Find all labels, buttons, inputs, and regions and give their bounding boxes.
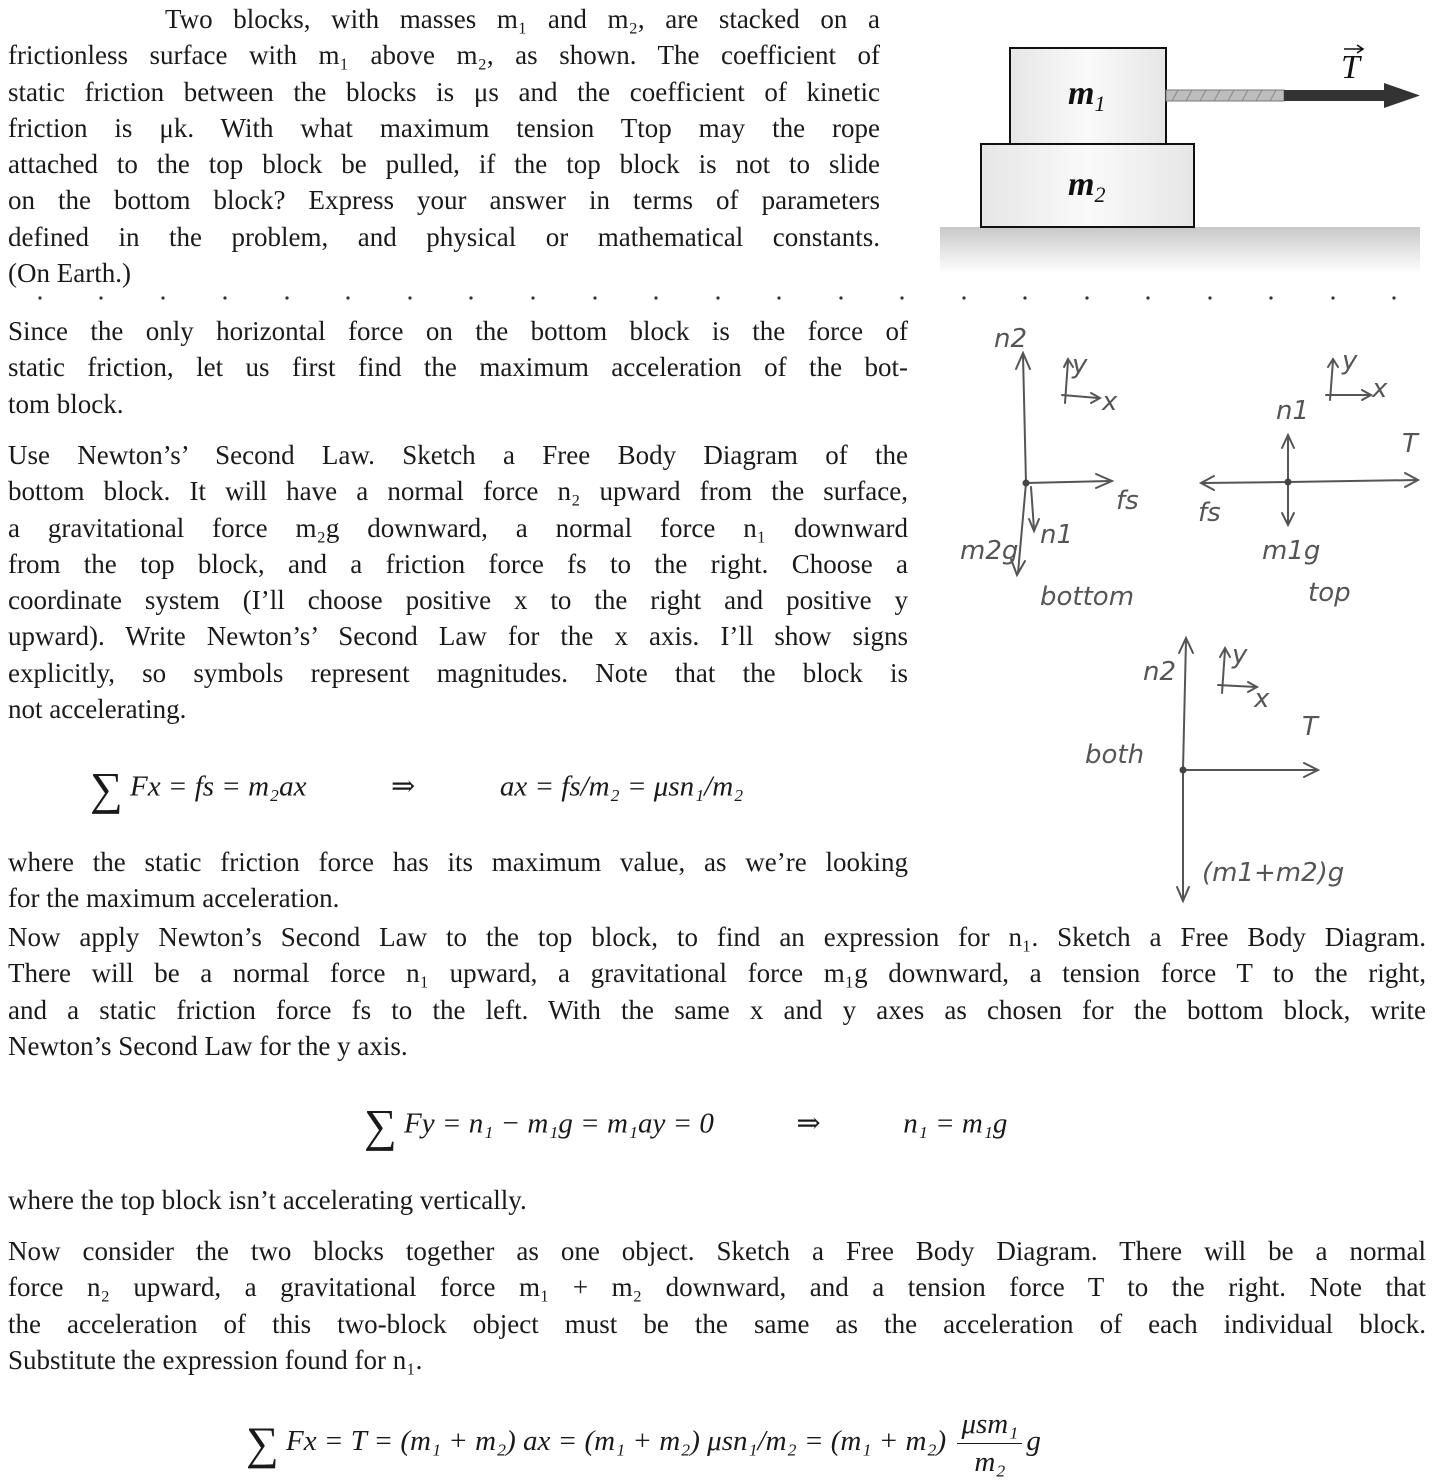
top-friction-arrow [1202, 482, 1288, 483]
text-line: where the top block isn’t accelerating vertically. [8, 1185, 527, 1215]
equation-both-blocks [246, 1408, 1041, 1479]
equation-newton-x-bottom [90, 762, 743, 815]
text-line: static friction, let us first find the maximum acceleration of the bot- [8, 352, 908, 383]
text-line: (On Earth.) [8, 258, 131, 289]
text-line: where the static friction force has its maximum value, as we’re looking [8, 847, 908, 877]
summation-symbol: ∑ [246, 1417, 279, 1469]
equation-lhs: Fx = fs = m₂ax [130, 770, 307, 803]
top-n1-label: n1 [1276, 396, 1310, 426]
text-line: Two blocks, with masses m₁ and m₂, are stacked on a [165, 4, 880, 34]
solution-paragraph [8, 919, 1426, 1064]
bottom-friction-arrow [1026, 481, 1110, 483]
equation-rhs: n₁ = m₁g [903, 1107, 1008, 1140]
text-line: Newton’s Second Law for the y axis. [8, 1030, 408, 1061]
bottom-weight-arrow [1018, 483, 1026, 573]
equation-lhs: Fx = T = (m₁ + m₂) ax = (m₁ + m₂) μsn₁/m₂ = (m₁ + m₂) [286, 1425, 947, 1458]
text-line: explicitly, so symbols represent magnitudes. Note that the block is [8, 657, 908, 688]
tension-arrow-head [1384, 83, 1420, 108]
top-tension-arrow [1288, 480, 1418, 482]
text-line: from the top block, and a friction force fs to the right. Choose a [8, 548, 908, 579]
bottom-n1-label: n1 [1040, 520, 1074, 550]
equation-rhs: ax = fs/m₂ = μsn₁/m₂ [499, 770, 744, 803]
implies-arrow: ⇒ [796, 1107, 821, 1140]
text-line: There will be a normal force n₁ upward, a gravitational force m₁g downward, a tension force T to the right, [8, 958, 1426, 989]
text-line: friction is μk. With what maximum tension Ttop may the rope [8, 112, 880, 143]
solution-paragraph [8, 844, 908, 917]
bottom-m2g-label: m2g [960, 536, 1019, 566]
free-body-sketches [950, 315, 1430, 915]
top-m1g-label: m1g [1262, 536, 1321, 566]
solution-paragraph [8, 313, 908, 422]
text-line: the acceleration of this two-block object must be the same as the acceleration of each individual block. [8, 1308, 1426, 1339]
floor [940, 227, 1420, 273]
solution-paragraph [8, 437, 908, 727]
text-line: Now consider the two blocks together as one object. Sketch a Free Body Diagram. There will be a normal [8, 1236, 1426, 1266]
text-line: not accelerating. [8, 694, 187, 725]
fraction-numerator: μsm₁ [957, 1408, 1022, 1444]
summation-symbol: ∑ [90, 763, 123, 814]
summation-symbol: ∑ [364, 1100, 397, 1151]
top-caption: top [1308, 578, 1351, 608]
text-line: and a static friction force fs to the left. With the same x and y axes as chosen for the bottom block, write [8, 994, 1426, 1025]
both-t-label: T [1302, 712, 1318, 742]
bottom-x-axis-label: x [1102, 387, 1118, 417]
bottom-caption: bottom [1040, 582, 1135, 612]
bottom-normal-arrow [1023, 355, 1026, 483]
both-weight-label: (m1+m2)g [1202, 858, 1345, 888]
tension-label: T [1341, 49, 1360, 86]
text-line: a gravitational force m₂g downward, a normal force n₁ downward [8, 512, 908, 543]
block-bottom-label: $m_2$ [1068, 166, 1106, 207]
rope [1166, 90, 1284, 101]
bottom-y-axis-label: y [1072, 350, 1088, 380]
stacked-blocks-figure [938, 40, 1428, 280]
both-normal-arrow [1183, 640, 1186, 770]
tension-arrow-shaft [1284, 90, 1386, 101]
block-top-label: $m_1$ [1068, 75, 1106, 116]
solution-paragraph [8, 1233, 1426, 1378]
fraction-denominator: m₂ [974, 1446, 1006, 1478]
text-line: on the bottom block? Express your answer in terms of parameters [8, 185, 880, 216]
implies-arrow: ⇒ [391, 770, 416, 803]
equation-tail: g [1026, 1425, 1041, 1458]
both-n2-label: n2 [1143, 657, 1177, 687]
text-line: Substitute the expression found for n₁. [8, 1344, 423, 1375]
both-caption: both [1085, 740, 1145, 770]
text-line: attached to the top block be pulled, if the top block is not to slide [8, 149, 880, 180]
dotted-separator [0, 286, 1437, 300]
top-t-label: T [1402, 429, 1418, 459]
text-line: upward). Write Newton’s’ Second Law for the x axis. I’ll show signs [8, 621, 908, 652]
text-line: bottom block. It will have a normal force n₂ upward from the surface, [8, 476, 908, 507]
bottom-n2-label: n2 [994, 324, 1028, 354]
both-y-axis-label: y [1232, 640, 1248, 670]
equation-lhs: Fy = n₁ − m₁g = m₁ay = 0 [404, 1107, 714, 1140]
text-line: Use Newton’s’ Second Law. Sketch a Free Body Diagram of the [8, 440, 908, 470]
text-line: Now apply Newton’s Second Law to the top block, to find an expression for n₁. Sketch a Free Body Diagram. [8, 922, 1426, 952]
text-line: for the maximum acceleration. [8, 883, 340, 914]
equation-newton-y-top [364, 1099, 1007, 1152]
text-line: coordinate system (I’ll choose positive x to the right and positive y [8, 585, 908, 616]
bottom-fs-label: fs [1116, 486, 1139, 516]
text-line: tom block. [8, 388, 124, 419]
text-line: static friction between the blocks is μs and the coefficient of kinetic [8, 76, 880, 107]
fraction [957, 1408, 1022, 1479]
top-fs-label: fs [1198, 498, 1221, 528]
problem-statement [8, 1, 880, 291]
top-y-axis-label: y [1342, 346, 1358, 376]
text-line: defined in the problem, and physical or mathematical constants. [8, 221, 880, 252]
text-line: Since the only horizontal force on the bottom block is the force of [8, 316, 908, 346]
solution-paragraph [8, 1182, 1426, 1218]
top-x-axis-label: x [1372, 374, 1388, 404]
text-line: frictionless surface with m₁ above m₂, as shown. The coefficient of [8, 40, 880, 71]
text-line: force n₂ upward, a gravitational force m₁ + m₂ downward, and a tension force T to the right. Note that [8, 1272, 1426, 1303]
both-x-axis-label: x [1254, 684, 1270, 714]
